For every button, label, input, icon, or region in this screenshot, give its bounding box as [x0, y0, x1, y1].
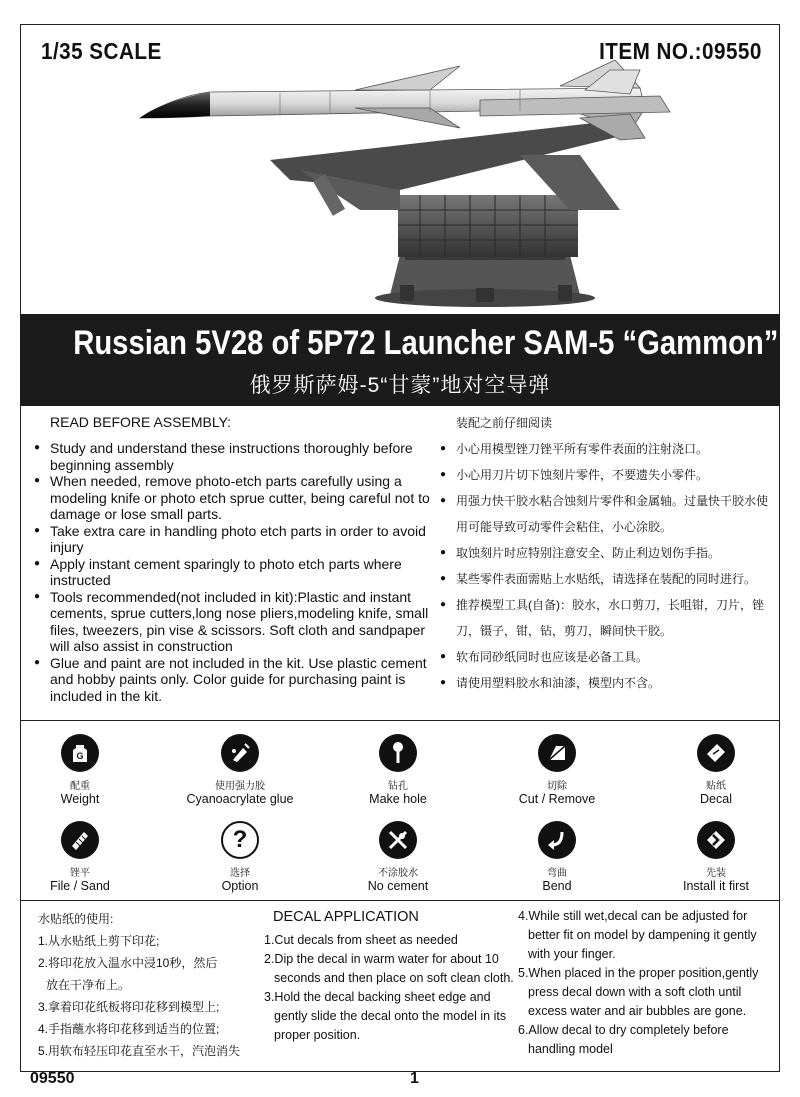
read-before-title: READ BEFORE ASSEMBLY:: [50, 414, 232, 430]
legend-label-en: No cement: [367, 879, 429, 893]
scale-label: 1/35 SCALE: [41, 38, 162, 64]
list-item: ● 推荐模型工具(自备)：胶水，水口剪刀，长咀钳，刀片，锉刀，镊子，钳，钻，剪刀，瞬间快干胶。: [440, 592, 770, 644]
legend-weight: [20, 734, 140, 806]
no-cement-icon: [379, 821, 417, 859]
list-item: better fit on model by dampening it gently: [528, 928, 757, 942]
weight-icon: [61, 734, 99, 772]
legend-no-cement: [338, 821, 458, 893]
title-banner: [20, 314, 780, 406]
legend-label-cn: 切除: [547, 781, 567, 792]
drill-icon: [379, 734, 417, 772]
list-item: press decal down with a soft cloth until: [528, 985, 742, 999]
legend-label-cn: 配重: [70, 781, 90, 792]
legend-glue: [180, 734, 300, 806]
legend-option: [180, 821, 300, 893]
legend-label-en: Make hole: [369, 792, 427, 806]
list-item: 3.拿着印花纸板将印花移到模型上;: [38, 1000, 220, 1014]
legend-label-en: Bend: [542, 879, 572, 893]
legend-label-en: Decal: [700, 792, 732, 806]
cut-icon: [538, 734, 576, 772]
page-number: 1: [410, 1070, 419, 1087]
list-item: ● Take extra care in handling photo etch parts in order to avoid injury: [34, 523, 434, 556]
list-item: 4.While still wet,decal can be adjusted for: [518, 909, 748, 923]
read-before-list: [34, 440, 434, 704]
legend-label-en: Cyanoacrylate glue: [186, 792, 294, 806]
list-item: 1.从水贴纸上剪下印花;: [38, 934, 160, 948]
list-item: proper position.: [274, 1028, 361, 1042]
decal-icon: [697, 734, 735, 772]
list-item: ● 小心用模型锉刀锉平所有零件表面的注射浇口。: [440, 436, 770, 462]
missile-launcher-illustration: [100, 60, 740, 312]
legend-label-cn: 贴纸: [706, 781, 726, 792]
footer-item-code: 09550: [30, 1070, 75, 1087]
title-english: Russian 5V28 of 5P72 Launcher SAM-5 “Gammon”: [73, 324, 779, 362]
divider-top: [20, 720, 780, 721]
legend-install-first: [656, 821, 776, 893]
list-item: 2.Dip the decal in warm water for about 10: [264, 952, 499, 966]
legend-label-en: Cut / Remove: [518, 792, 596, 806]
divider-bottom: [20, 900, 780, 901]
legend-drill: [338, 734, 458, 806]
list-item: ● 某些零件表面需贴上水贴纸，请选择在装配的同时进行。: [440, 566, 770, 592]
list-item: ● 取蚀刻片时应特别注意安全、防止利边划伤手指。: [440, 540, 770, 566]
read-before-cn-title: 装配之前仔细阅读: [456, 416, 553, 430]
legend-label-cn: 不涂胶水: [378, 868, 418, 879]
legend-decal: [656, 734, 776, 806]
legend-label-cn: 选择: [230, 868, 250, 879]
list-item: 6.Allow decal to dry completely before: [518, 1023, 729, 1037]
glue-icon: [221, 734, 259, 772]
list-item: ● 小心用刀片切下蚀刻片零件，不要遗失小零件。: [440, 462, 770, 488]
list-item: ● Study and understand these instructions thoroughly before beginning assembly: [34, 440, 434, 473]
list-item: ● Tools recommended(not included in kit):Plastic and instant cements, sprue cutters,long nose pliers,modeling knife, small files, tweezers, pin vise & scissors. Soft cloth and sandpaper will also assist in construction: [34, 589, 434, 655]
decal-instructions-cn: [38, 908, 240, 1062]
legend-label-en: Weight: [60, 792, 100, 806]
list-item: ● 用强力快干胶水粘合蚀刻片零件和金属轴。过量快干胶水使用可能导致可动零件会粘住，小心涂胶。: [440, 488, 770, 540]
legend-label-cn: 弯曲: [547, 868, 567, 879]
legend-label-cn: 使用强力胶: [215, 781, 265, 792]
decal-cn-title: 水贴纸的使用:: [38, 912, 114, 926]
option-icon: ?: [221, 821, 259, 859]
list-item: seconds and then place on soft clean cloth.: [274, 971, 514, 985]
legend-label-cn: 钻孔: [388, 781, 408, 792]
list-item: 3.Hold the decal backing sheet edge and: [264, 990, 491, 1004]
svg-text:G: G: [76, 751, 84, 761]
list-item: 放在干净布上。: [46, 978, 131, 992]
list-item: excess water and air bubbles are gone.: [528, 1004, 747, 1018]
list-item: ● 请使用塑料胶水和油漆，模型内不含。: [440, 670, 770, 696]
legend-label-cn: 锉平: [70, 868, 90, 879]
file-icon: [61, 821, 99, 859]
legend-label-en: Install it first: [683, 879, 749, 893]
list-item: ● Apply instant cement sparingly to photo etch parts where instructed: [34, 556, 434, 589]
list-item: handling model: [528, 1042, 613, 1056]
list-item: ● 软布同砂纸同时也应该是必备工具。: [440, 644, 770, 670]
legend-bend: [497, 821, 617, 893]
install-first-icon: [697, 821, 735, 859]
read-before-cn-list: [440, 436, 770, 696]
list-item: 2.将印花放入温水中浸10秒，然后: [38, 956, 218, 970]
decal-instructions-col2: [518, 907, 758, 1059]
bend-icon: [538, 821, 576, 859]
legend-file: [20, 821, 140, 893]
list-item: 1.Cut decals from sheet as needed: [264, 933, 458, 947]
list-item: ● When needed, remove photo-etch parts carefully using a modeling knife or photo etch sprue cutter, being careful not to damage or lose small parts.: [34, 473, 434, 523]
decal-title: DECAL APPLICATION: [273, 909, 419, 925]
title-chinese: 俄罗斯萨姆-5“甘蒙”地对空导弹: [249, 374, 551, 397]
list-item: gently slide the decal onto the model in its: [274, 1009, 507, 1023]
decal-instructions-col1: [264, 931, 514, 1045]
legend-label-cn: 先装: [706, 868, 726, 879]
item-number: ITEM NO.:09550: [599, 38, 762, 64]
legend-label-en: File / Sand: [50, 879, 110, 893]
legend-cut: [497, 734, 617, 806]
list-item: ● Glue and paint are not included in the kit. Use plastic cement and hobby paints only. Color guide for purchasing paint is included in the kit.: [34, 655, 434, 705]
legend-label-en: Option: [221, 879, 259, 893]
list-item: with your finger.: [528, 947, 616, 961]
list-item: 5.用软布轻压印花直至水干，汽泡消失: [38, 1044, 241, 1058]
list-item: 4.手指蘸水将印花移到适当的位置;: [38, 1022, 220, 1036]
list-item: 5.When placed in the proper position,gently: [518, 966, 759, 980]
